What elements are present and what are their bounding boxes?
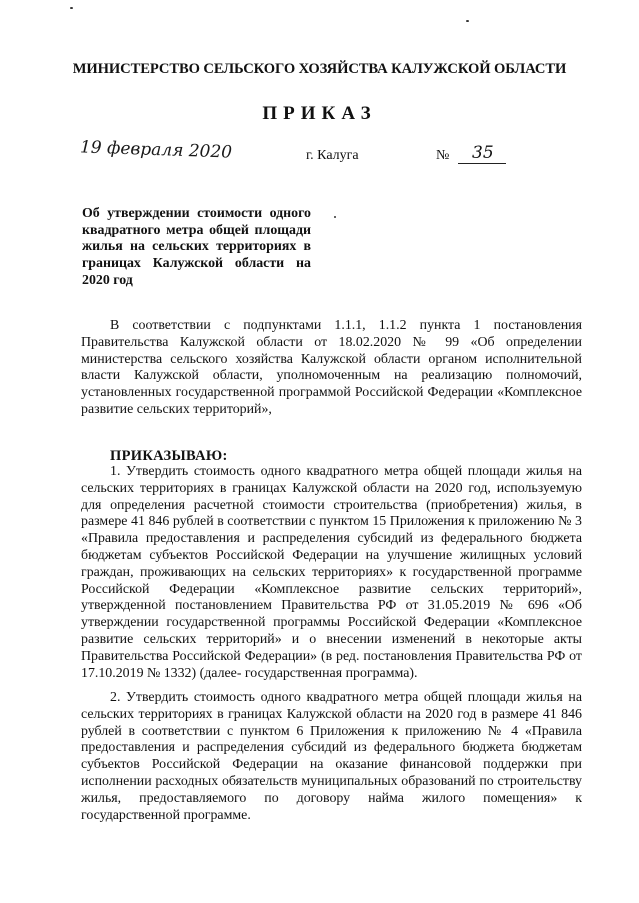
scan-speck <box>334 216 336 218</box>
city-label: г. Калуга <box>306 148 359 163</box>
preamble-paragraph: В соответствии с подпунктами 1.1.1, 1.1.2 пункта 1 постановления Правительства Калужской области от 18.02.2020 № 99 «Об определении министерства сельского хозяйства Калужской области органом исполнительной власти Калужской области, уполномоченным на реализацию полномочий, установленных государственной программой Российской Федерации «Комплексное развитие сельских территорий», <box>81 318 582 417</box>
order-subject: Об утверждении стоимости одного квадратного метра общей площади жилья на сельских территориях в границах Калужской области на 2020 год <box>82 206 311 288</box>
handwritten-date: 19 февраля 2020 <box>79 137 233 163</box>
order-keyword: ПРИКАЗЫВАЮ: <box>110 448 228 464</box>
ministry-name: МИНИСТЕРСТВО СЕЛЬСКОГО ХОЗЯЙСТВА КАЛУЖСКОЙ ОБЛАСТИ <box>72 61 567 77</box>
number-underline <box>458 163 506 164</box>
scan-speck <box>70 7 73 9</box>
handwritten-number: 35 <box>472 143 494 163</box>
order-item-2: 2. Утвердить стоимость одного квадратного метра общей площади жилья на сельских территориях в границах Калужской области на 2020 год в размере 41 846 рублей в соответствии с пунктом 6 Приложения к приложению № 4 «Правила предоставления и распределения субсидий из федерального бюджета бюджетам субъектов Российской Федерации на оказание финансовой поддержки при исполнении расходных обязательств муниципальных образований по строительству жилья, предоставляемого по договору найма жилого помещения» к государственной программе. <box>81 690 582 823</box>
number-label: № <box>436 148 450 163</box>
order-item-1: 1. Утвердить стоимость одного квадратного метра общей площади жилья на сельских территориях в границах Калужской области на 2020 год, используемую для определения расчетной стоимости строительства (приобретения) жилья, в размере 41 846 рублей в соответствии с пунктом 15 Приложения к приложению № 3 «Правила предоставления и распределения субсидий из федерального бюджета бюджетам субъектов Российской Федерации на улучшение жилищных условий граждан, проживающих на сельских территориях» к государственной программе Российской Федерации «Комплексное развитие сельских территорий», утвержденной постановлением Правительства РФ от 31.05.2019 № 696 «Об утверждении государственной программы Российской Федерации «Комплексное развитие сельских территорий» и о внесении изменений в некоторые акты Правительства Российской Федерации» (в ред. постановления Правительства РФ от 17.10.2019 № 1332) (далее- государственная программа). <box>81 464 582 681</box>
document-type: ПРИКАЗ <box>262 103 377 124</box>
scan-speck <box>466 20 469 22</box>
